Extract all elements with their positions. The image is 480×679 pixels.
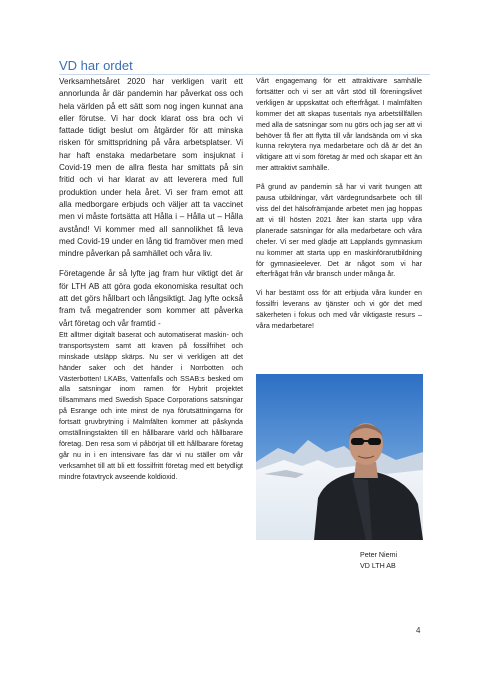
right-column bbox=[256, 76, 422, 340]
left-column bbox=[59, 76, 243, 490]
signature-title: VD LTH AB bbox=[360, 561, 396, 570]
closing-paragraph: Vi har bestämt oss för att erbjuda våra kunder en fossilfri leverans av tjänster och vi gör det med säkerheten i fokus och med vår viktigaste resurs – våra medarbetare! bbox=[256, 289, 422, 331]
ceo-portrait-photo bbox=[256, 374, 423, 540]
signature-name: Peter Niemi bbox=[360, 551, 398, 559]
future-paragraph-lead: Företagende år så lyfte jag fram hur viktigt det är för LTH AB att göra goda ekonomiska resultat och att det görs hållbart och långsiktigt. Jag lyfte också fram två megatrender som kommer att påverka vårt företag och vår framtid - bbox=[59, 269, 243, 328]
engagement-paragraph: Vårt engagemang för ett attraktivare samhälle fortsätter och vi ser att vårt stöd till föreningslivet verkligen är uppskattat och efterfrågat. I malmfälten kommer det att skapas tusentals nya arbetstillfällen med alla de satsningar som nu görs och jag ser att vi behöver få fler att flytta till vår landsända om vi ska kunna rekrytera nya medarbetare och då är det än viktigare att vi som företag är med och skapar ett än mer attraktivt samhälle. bbox=[256, 77, 422, 173]
education-paragraph: På grund av pandemin så har vi varit tvungen att pausa utbildningar, vårt värdegrundsarbete och till viss del det hälsofrämjande arbetet men jag hoppas att vi till hösten 2021 åter kan starta upp våra planerade satsningar för alla medarbetare och våra chefer. Vi ser med glädje att Lapplands gymnasium nu kommer att starta upp en maskinförarutbildning för gymnasieelever. Det är något som vi har efterfrågat från vår bransch under många år. bbox=[256, 183, 422, 279]
page-number: 4 bbox=[416, 626, 421, 635]
title-rule bbox=[59, 74, 430, 75]
page-title: VD har ordet bbox=[59, 58, 133, 73]
intro-paragraph: Verksamhetsåret 2020 har verkligen varit ett annorlunda år där pandemin har påverkat oss och hela världen på ett sätt som nog ingen kunnat ana eller förutse. Vi har dock klarat oss bra och vi fattade tidigt beslut om åtgärder för att minska risken för smittspridning på våra arbetsplatser. Vi har haft enstaka medarbetare som insjuknat i Covid-19 men de allra flesta har smittats på sin fritid och vi har klarat av att leverera med full produktion under hela året. Vi ser fram emot att alla medborgare erbjuds och väljer att ta vaccinet men vi måste fortsätta att Hålla i – Hålla ut – Hålla avstånd! Vi kommer med all sannolikhet få leva med Covid-19 under en lång tid framöver men med mindre påverkan på samhället och våra liv. bbox=[59, 77, 243, 259]
future-paragraph-body: Ett alltmer digitalt baserat och automatiserat maskin- och transportsystem samt att kraven på fossilfrihet och minskade utsläpp skärps. Nu ser vi verkligen att det händer saker och det händer i Norrbotten och Västerbotten! LKABs, Vattenfalls och SSAB:s besked om alla satsningar inom ramen för Hybrit projektet tillsammans med Swedish Space Corporations satsningar på Esrange och inte minst de nya förutsättningarna för fortsatt gruvbrytning i Malmfälten kommer att påskynda omställningstakten till en hållbarare värld och hållbarare företag. Den resa som vi påbörjat till ett hållbarare företag går nu in i en intensivare fas där vi nu ställer om vår verksamhet till att bli ett fossilfritt företag med ett betydligt mindre fotavtryck avseende koldioxid. bbox=[59, 330, 243, 481]
signature-block bbox=[360, 550, 424, 571]
